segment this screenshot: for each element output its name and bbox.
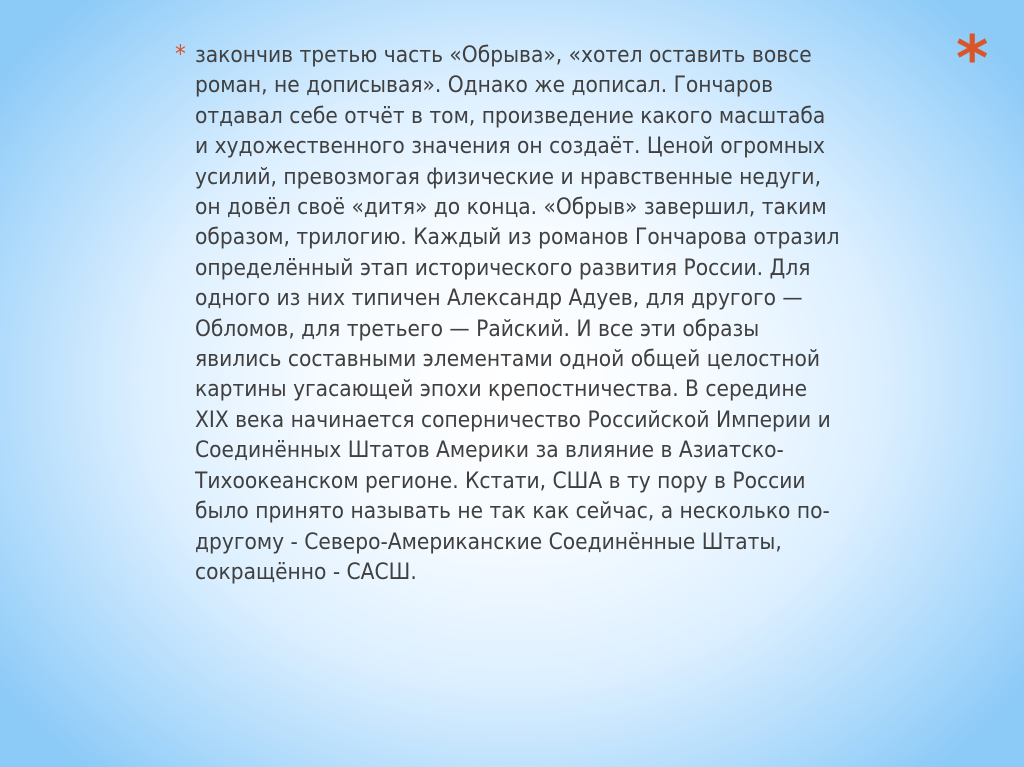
text-line-15: Тихоокеанском регионе. Кстати, США в ту пору в России [195, 467, 806, 494]
text-line-4: и художественного значения он создаёт. Ценой огромных [195, 133, 825, 160]
text-line-14: Соединённых Штатов Америки за влияние в Азиатско- [195, 437, 784, 464]
body-text [175, 40, 995, 587]
text-line-6: он довёл своё «дитя» до конца. «Обрыв» завершил, таким [195, 194, 827, 221]
text-line-5: усилий, превозмогая физические и нравственные недуги, [195, 163, 822, 190]
asterisk-decoration-icon: * [956, 22, 989, 95]
bullet-asterisk-icon: * [175, 40, 186, 68]
text-line-7: образом, трилогию. Каждый из романов Гончарова отразил [195, 224, 840, 251]
text-line-16: было принято называть не так как сейчас, а несколько по- [195, 498, 830, 525]
text-line-18: сокращённо - САСШ. [195, 558, 417, 585]
text-line-3: отдавал себе отчёт в том, произведение какого масштаба [195, 102, 826, 129]
text-line-2: роман, не дописывая». Однако же дописал. Гончаров [195, 72, 774, 99]
text-line-8: определённый этап исторического развития России. Для [195, 254, 811, 281]
text-line-13: XIX века начинается соперничество Российской Империи и [195, 406, 831, 433]
text-line-12: картины угасающей эпохи крепостничества. В середине [195, 376, 808, 403]
text-line-17: другому - Северо-Американские Соединённые Штаты, [195, 528, 782, 555]
text-line-11: явились составными элементами одной общей целостной [195, 346, 820, 373]
text-line-9: одного из них типичен Александр Адуев, для другого — [195, 285, 803, 312]
text-line-1: закончив третью часть «Обрыва», «хотел оставить вовсе [195, 42, 812, 68]
text-line-10: Обломов, для третьего — Райский. И все эти образы [195, 315, 760, 342]
